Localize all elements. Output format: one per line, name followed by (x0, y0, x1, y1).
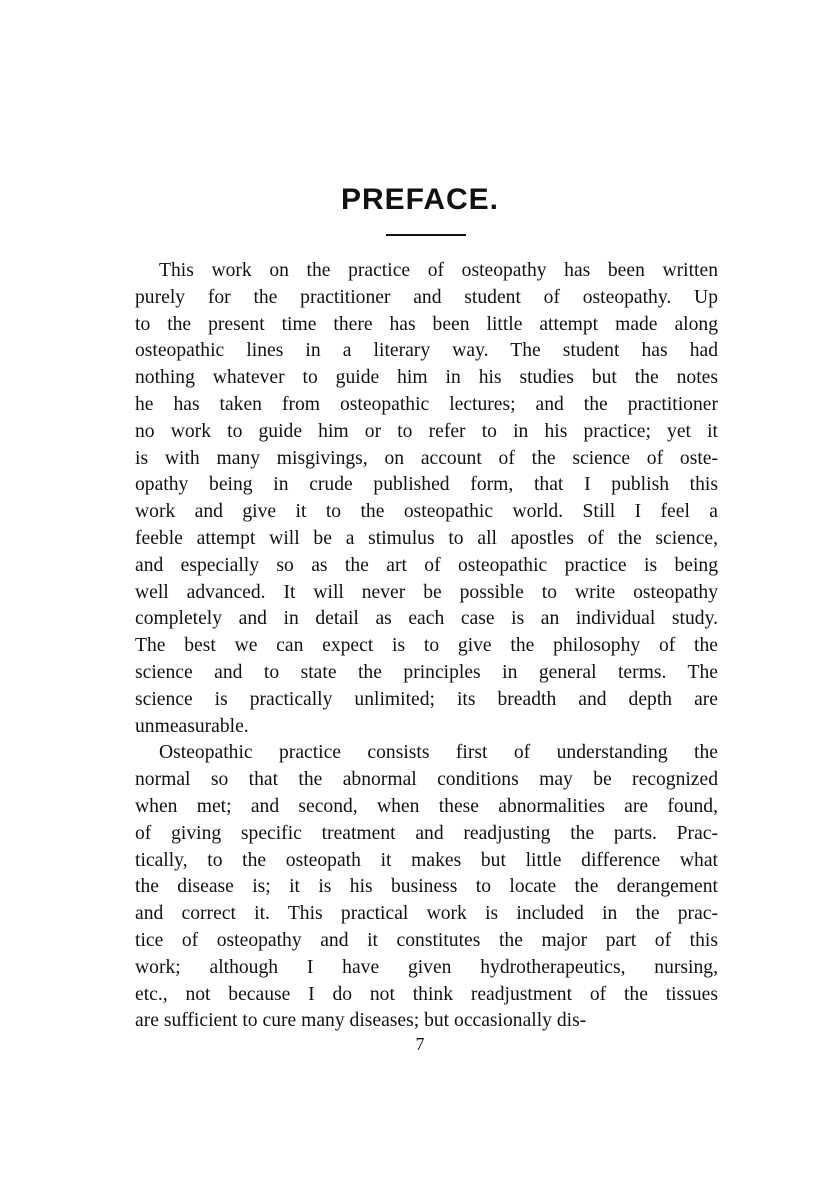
text-line: opathy being in crude published form, that I publish this (135, 474, 718, 496)
text-line: purely for the practitioner and student of osteopathy. Up (135, 286, 718, 308)
text-line: work and give it to the osteopathic world. Still I feel a (135, 501, 718, 523)
text-line: etc., not because I do not think readjustment of the tissues (135, 983, 718, 1005)
paragraph-2 (135, 740, 718, 1035)
text-line: completely and in detail as each case is an individual study. (135, 608, 718, 630)
text-line: nothing whatever to guide him in his studies but the notes (135, 367, 718, 389)
text-line: he has taken from osteopathic lectures; and the practitioner (135, 393, 718, 415)
text-line: science is practically unlimited; its breadth and depth are (135, 688, 718, 710)
text-line: the disease is; it is his business to locate the derangement (135, 876, 718, 898)
text-line: tically, to the osteopath it makes but little difference what (135, 849, 718, 871)
text-line: of giving specific treatment and readjusting the parts. Prac- (135, 822, 718, 844)
body-text (135, 258, 718, 1035)
title-rule (386, 234, 466, 236)
text-line: and especially so as the art of osteopathic practice is being (135, 554, 718, 576)
paragraph-1 (135, 258, 718, 740)
text-line: osteopathic lines in a literary way. The student has had (135, 340, 718, 362)
text-line: and correct it. This practical work is included in the prac- (135, 903, 718, 925)
text-line: This work on the practice of osteopathy has been written (159, 260, 718, 281)
text-line: is with many misgivings, on account of the science of oste- (135, 447, 718, 469)
page-number: 7 (415, 1034, 425, 1054)
page-title: PREFACE. (340, 183, 500, 216)
text-line: tice of osteopathy and it constitutes the major part of this (135, 929, 718, 951)
text-line: Osteopathic practice consists first of understanding the (159, 742, 718, 764)
text-line: well advanced. It will never be possible to write osteopathy (135, 581, 718, 603)
text-line: to the present time there has been little attempt made along (135, 313, 718, 335)
text-line: unmeasurable. (135, 715, 249, 737)
text-line: normal so that the abnormal conditions may be recognized (135, 769, 718, 791)
text-line: work; although I have given hydrotherapeutics, nursing, (135, 956, 718, 978)
text-line: science and to state the principles in general terms. The (135, 661, 718, 683)
text-line: when met; and second, when these abnormalities are found, (135, 795, 718, 817)
text-line: feeble attempt will be a stimulus to all apostles of the science, (135, 527, 718, 549)
text-line: are sufficient to cure many diseases; but occasionally dis- (135, 1010, 587, 1032)
text-line: no work to guide him or to refer to in his practice; yet it (135, 420, 718, 442)
text-line: The best we can expect is to give the philosophy of the (135, 635, 718, 657)
